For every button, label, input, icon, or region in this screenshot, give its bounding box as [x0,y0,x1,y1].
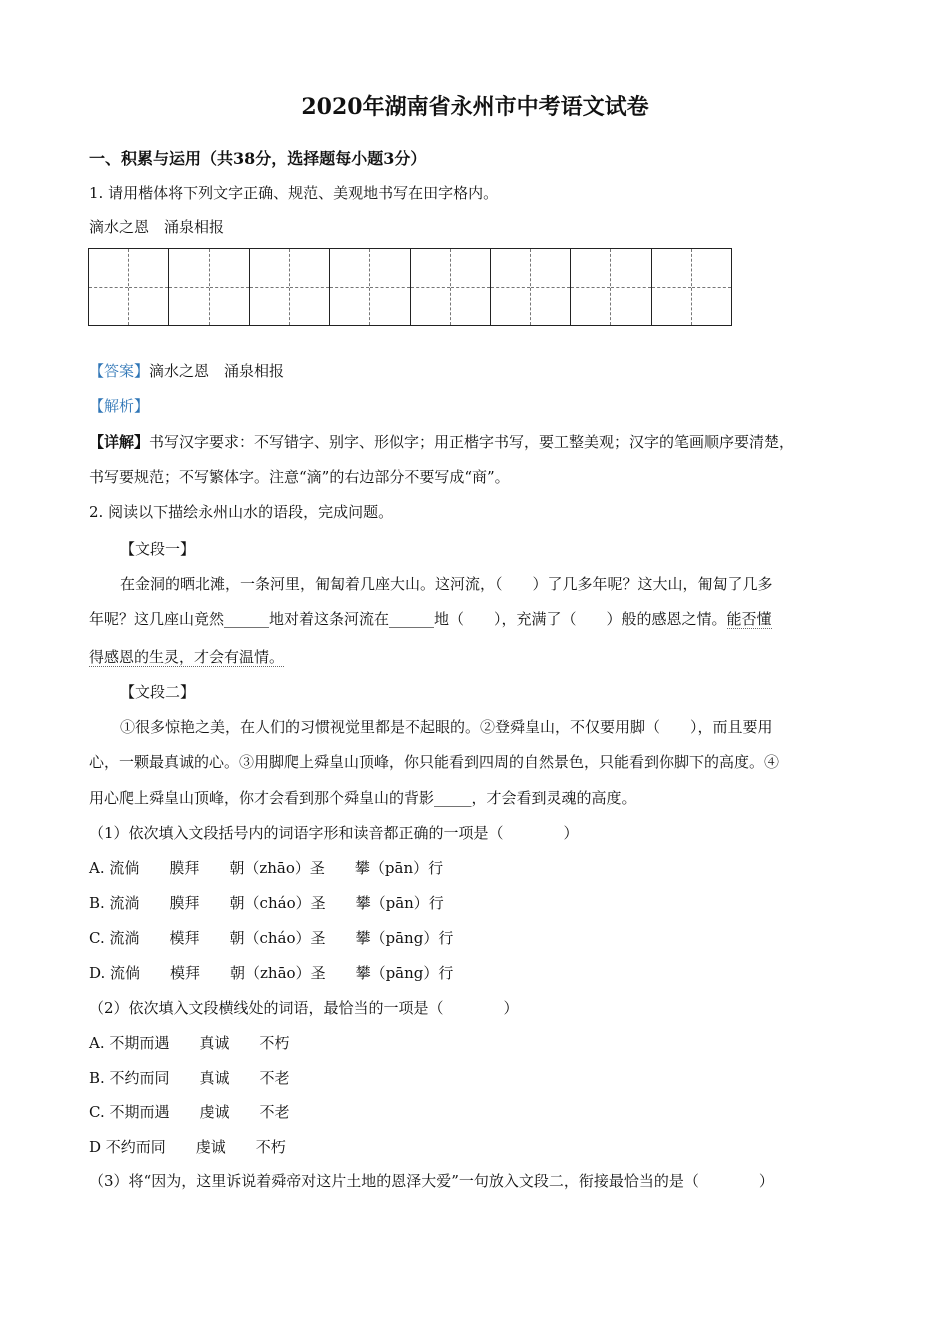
sub-question-1: （1）依次填入文段括号内的词语字形和读音都正确的一项是（ ） [89,824,579,842]
grid-cell [89,249,129,325]
grid-cell [370,249,410,325]
sub2-option-c: C. 不期而遇 虔诚 不老 [89,1103,290,1121]
grid-guide-horizontal [290,287,329,288]
answer-tag: 【答案】 [89,362,150,380]
sub2-option-a: A. 不期而遇 真诚 不朽 [89,1034,290,1052]
grid-guide-horizontal [210,287,249,288]
sub-question-3: （3）将“因为，这里诉说着舜帝对这片土地的恩泽大爱”一句放入文段二，衔接最恰当的是（ ） [89,1172,774,1190]
grid-guide-horizontal [411,287,450,288]
answer-text: 滴水之恩 涌泉相报 [149,362,285,380]
analysis-tag: 【解析】 [89,397,150,415]
passage1-line-2 [89,609,772,629]
grid-cell [652,249,692,325]
sub2-option-d: D 不约而同 虔诚 不朽 [89,1138,286,1156]
passage1-line-3-text: 得感恩的生灵，才会有温情。 [89,648,285,666]
grid-guide-horizontal [692,287,731,288]
passage2-line-2: 心，一颗最真诚的心。③用脚爬上舜皇山顶峰，你只能看到四周的自然景色，只能看到你脚下的高度。④ [89,753,780,771]
grid-guide-horizontal [330,287,369,288]
sub1-option-a: A. 流倘 膜拜 朝（zhāo）圣 攀（pān）行 [89,859,444,877]
grid-guide-horizontal [169,287,208,288]
grid-guide-horizontal [491,287,530,288]
passage2-label: 【文段二】 [120,683,196,701]
grid-guide-horizontal [250,287,289,288]
grid-cell [611,249,651,325]
tianzige-grid [88,248,732,326]
q1-stem: 1. 请用楷体将下列文字正确、规范、美观地书写在田字格内。 [89,184,499,202]
page-title: 2020年湖南省永州市中考语文试卷 [301,94,649,120]
section-heading: 一、积累与运用（共38分，选择题每小题3分） [89,149,427,168]
grid-cell [531,249,571,325]
grid-cell [290,249,330,325]
grid-cell [571,249,611,325]
q2-stem: 2. 阅读以下描绘永州山水的语段，完成问题。 [89,503,394,521]
grid-guide-horizontal [370,287,409,288]
grid-cell [250,249,290,325]
detail-line-1 [89,432,794,452]
grid-cell [451,249,491,325]
grid-cell [210,249,250,325]
grid-cell [491,249,531,325]
grid-guide-horizontal [451,287,490,288]
passage1-line-2b: 能否懂 [726,610,772,628]
passage2-line-1: ①很多惊艳之美，在人们的习惯视觉里都是不起眼的。②登舜皇山，不仅要用脚（ ），而且要用 [120,718,773,736]
grid-guide-horizontal [129,287,168,288]
passage2-line-3: 用心爬上舜皇山顶峰，你才会看到那个舜皇山的背影_____，才会看到灵魂的高度。 [89,789,637,807]
sub1-option-b: B. 流淌 膜拜 朝（cháo）圣 攀（pān）行 [89,894,444,912]
grid-guide-horizontal [652,287,691,288]
sub-question-2: （2）依次填入文段横线处的词语，最恰当的一项是（ ） [89,999,519,1017]
passage1-line-3 [89,647,284,667]
grid-guide-horizontal [89,287,128,288]
passage1-label: 【文段一】 [120,540,196,558]
sub1-option-c: C. 流淌 模拜 朝（cháo）圣 攀（pāng）行 [89,929,454,947]
q1-answer [89,361,284,381]
grid-cell [169,249,209,325]
grid-cell [692,249,731,325]
grid-guide-horizontal [611,287,650,288]
sub2-option-b: B. 不约而同 真诚 不老 [89,1069,290,1087]
sub1-option-d: D. 流倘 模拜 朝（zhāo）圣 攀（pāng）行 [89,964,454,982]
q1-phrase: 滴水之恩 涌泉相报 [89,218,225,236]
grid-cell [330,249,370,325]
detail-tag: 【详解】 [89,433,150,451]
grid-cell [129,249,169,325]
passage1-line-2a: 年呢？这几座山竟然______地对着这条河流在______地（ ），充满了（ ）般的感恩之情。 [89,610,727,628]
detail-line-2: 书写要规范；不写繁体字。注意“滴”的右边部分不要写成“商”。 [89,468,510,486]
grid-guide-horizontal [571,287,610,288]
grid-cell [411,249,451,325]
passage1-line-1: 在金洞的晒北滩，一条河里，匍匐着几座大山。这河流，（ ）了几多年呢？这大山，匍匐了几多 [120,575,773,593]
grid-guide-horizontal [531,287,570,288]
detail-text-1: 书写汉字要求：不写错字、别字、形似字；用正楷字书写，要工整美观；汉字的笔画顺序要清楚， [149,433,795,451]
